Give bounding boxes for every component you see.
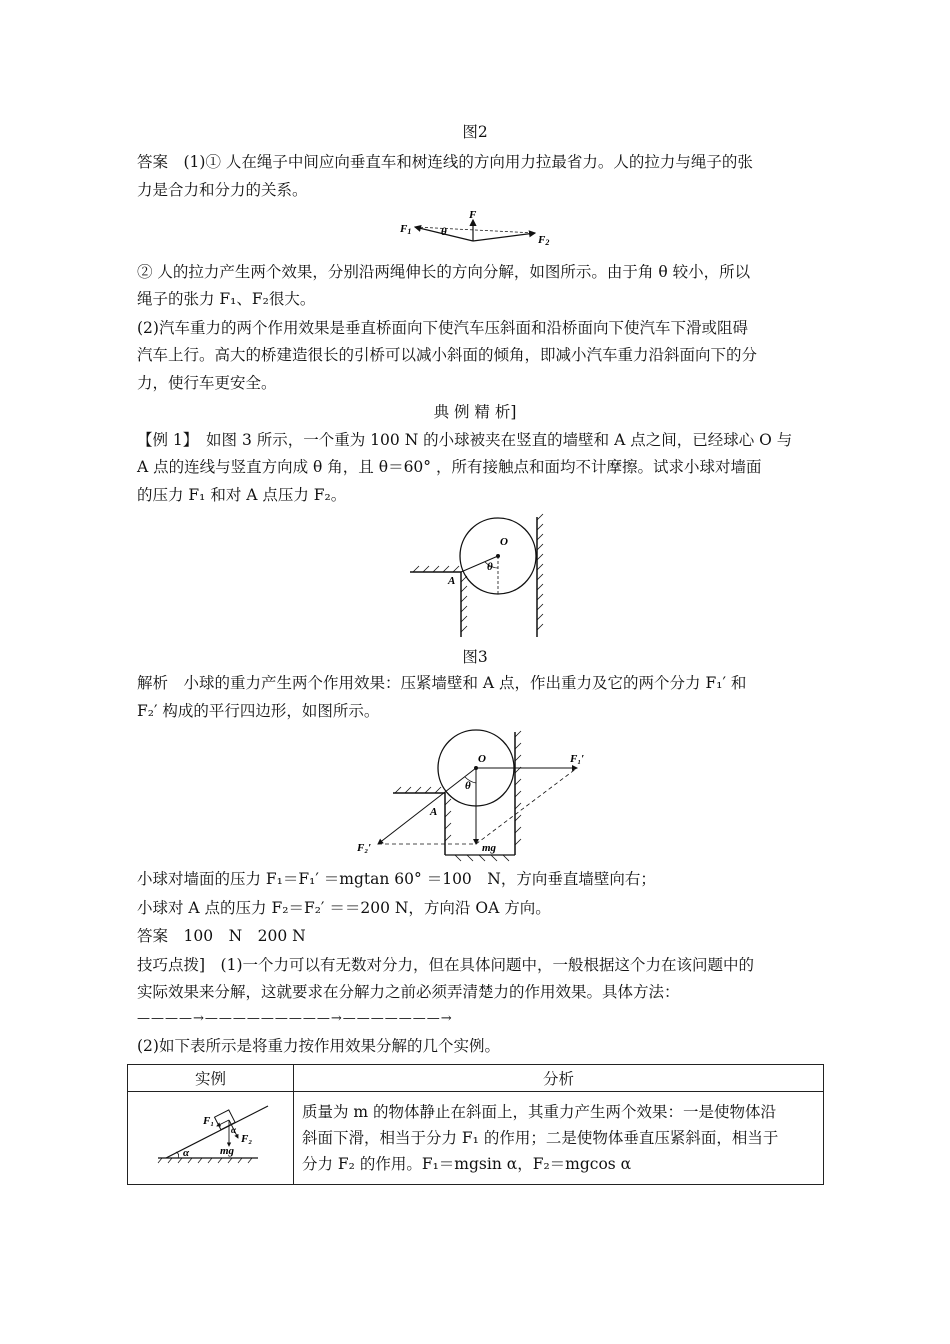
section-title: 典 例 精 析] <box>433 403 517 421</box>
fig4-theta-label: θ <box>465 780 471 792</box>
analysis-line2: F₂′ 构成的平行四边形，如图所示。 <box>137 702 380 720</box>
example1-line1: 【例 1】 如图 3 所示，一个重为 100 N 的小球被夹在竖直的墙壁和 A 点之间，已经球心 O 与 <box>137 431 793 449</box>
fig2-caption: 图2 <box>462 123 488 141</box>
tips-line2: 实际效果来分解，这就要求在分解力之前必须弄清楚力的作用效果。具体方法： <box>137 983 680 1001</box>
table-cell-analysis <box>294 1092 824 1185</box>
answer1-line2: 力是合力和分力的关系。 <box>137 181 308 199</box>
table-analysis-line2: 斜面下滑，相当于分力 F₁ 的作用；二是使物体垂直压紧斜面，相当于 <box>302 1129 779 1147</box>
answer3-line1: (2)汽车重力的两个作用效果是垂直桥面向下使汽车压斜面和沿桥面向下使汽车下滑或阻碍 <box>137 319 748 337</box>
fig3-theta-label: θ <box>487 561 493 573</box>
fig3-diagram <box>405 512 555 642</box>
answer3-line3: 力，使行车更安全。 <box>137 374 277 392</box>
result-line1: 小球对墙面的压力 F₁＝F₁′ ＝mgtan 60° ＝100 N，方向垂直墙壁向右； <box>137 870 656 888</box>
rope-force-diagram <box>395 205 560 250</box>
tips-method-arrows: ————→—————————→———————→ <box>137 1011 453 1026</box>
table-header-analysis: 分析 <box>294 1065 824 1092</box>
fig4-mg-label: mg <box>482 842 497 854</box>
incline-f1-label: F₁ <box>203 1115 215 1127</box>
incline-alpha-label: α <box>183 1147 190 1159</box>
table-analysis-line3: 分力 F₂ 的作用。F₁＝mgsin α，F₂＝mgcos α <box>302 1155 632 1173</box>
answer3-line2: 汽车上行。高大的桥建造很长的引桥可以减小斜面的倾角，即减小汽车重力沿斜面向下的分 <box>137 346 758 364</box>
answer2-line1: ② 人的拉力产生两个效果，分别沿两绳伸长的方向分解，如图所示。由于角 θ 较小，所以 <box>137 263 751 281</box>
fig4-a-label: A <box>430 806 438 818</box>
analysis-line1: 解析 小球的重力产生两个作用效果：压紧墙壁和 A 点，作出重力及它的两个分力 F₁′ 和 <box>137 674 747 692</box>
table-analysis-line1: 质量为 m 的物体静止在斜面上，其重力产生两个效果：一是使物体沿 <box>302 1103 777 1121</box>
result-answer: 答案 100 N 200 N <box>137 927 306 945</box>
incline-diagram <box>128 1092 293 1180</box>
fig3-caption: 图3 <box>462 648 488 666</box>
fig4-f2p-label: F₂′ <box>357 842 372 854</box>
answer1-line1: 答案 (1)① 人在绳子中间应向垂直车和树连线的方向用力拉最省力。人的拉力与绳子的张 <box>137 153 753 171</box>
gravity-decomposition-table <box>127 1064 824 1185</box>
table-header-example: 实例 <box>128 1065 294 1092</box>
rope-f-label: F <box>469 209 477 221</box>
incline-alpha-label-2: α <box>231 1125 236 1135</box>
answer2-line2: 绳子的张力 F₁、F₂很大。 <box>137 290 316 308</box>
fig4-f1p-label: F₁′ <box>570 753 585 765</box>
example1-line2: A 点的连线与竖直方向成 θ 角，且 θ＝60° ，所有接触点和面均不计摩擦。试求小球对墙面 <box>137 458 762 476</box>
rope-theta-label: θ <box>441 226 447 238</box>
fig3-o-label: O <box>500 536 508 548</box>
result-line2: 小球对 A 点的压力 F₂＝F₂′ ＝＝200 N，方向沿 OA 方向。 <box>137 899 551 917</box>
tips-line4: (2)如下表所示是将重力按作用效果分解的几个实例。 <box>137 1037 500 1055</box>
fig4-diagram <box>355 727 615 862</box>
table-header-row <box>128 1065 824 1092</box>
rope-f1-label: F1 <box>400 223 412 236</box>
incline-f2-label: F₂ <box>241 1133 253 1145</box>
example1-line3: 的压力 F₁ 和对 A 点压力 F₂。 <box>137 486 347 504</box>
table-row <box>128 1092 824 1185</box>
fig4-o-label: O <box>478 753 486 765</box>
incline-mg-label: mg <box>220 1145 235 1157</box>
rope-f2-label: F2 <box>538 234 550 247</box>
table-cell-diagram <box>128 1092 294 1185</box>
fig3-a-label: A <box>448 575 456 587</box>
tips-line1: 技巧点拨] (1)一个力可以有无数对分力，但在具体问题中，一般根据这个力在该问题中的 <box>137 956 755 974</box>
